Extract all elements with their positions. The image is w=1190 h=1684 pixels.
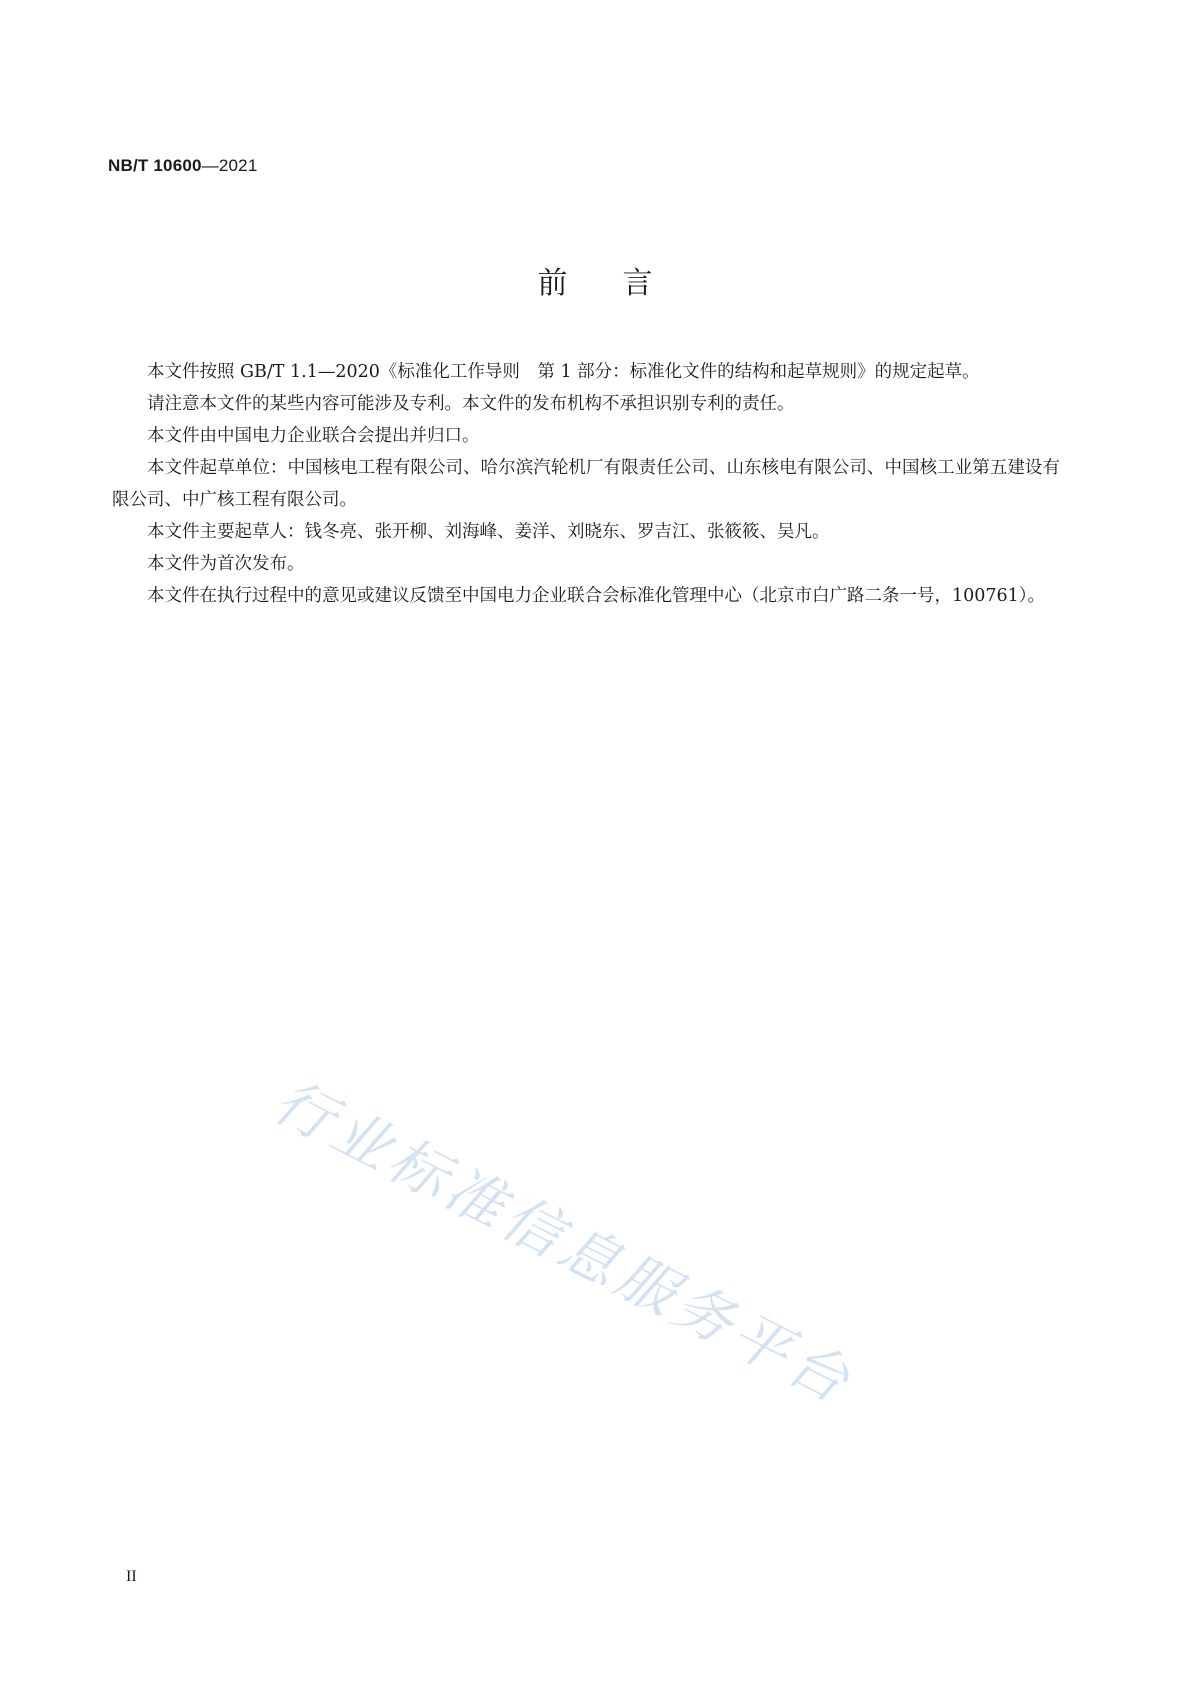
- document-code: NB/T 10600: [108, 156, 202, 175]
- paragraph-drafting-rules: 本文件按照 GB/T 1.1—2020《标准化工作导则 第 1 部分：标准化文件的结构和起草规则》的规定起草。: [147, 362, 980, 382]
- page-title: 前言: [537, 266, 708, 301]
- page-number: II: [126, 1568, 137, 1585]
- watermark: 行业标准信息服务平台: [263, 1066, 865, 1418]
- paragraph-drafting-units: 本文件起草单位：中国核电工程有限公司、哈尔滨汽轮机厂有限责任公司、山东核电有限公司、中国核工业第五建设有限公司、中广核工程有限公司。: [112, 458, 1060, 510]
- paragraph-main-drafters: 本文件主要起草人：钱冬亮、张开柳、刘海峰、姜洋、刘晓东、罗吉江、张筱筱、吴凡。: [147, 522, 830, 542]
- paragraph-first-release: 本文件为首次发布。: [147, 554, 305, 574]
- document-number: [108, 156, 258, 176]
- paragraph-proposer: 本文件由中国电力企业联合会提出并归口。: [147, 426, 480, 446]
- document-year: —2021: [201, 156, 258, 175]
- paragraph-patent-notice: 请注意本文件的某些内容可能涉及专利。本文件的发布机构不承担识别专利的责任。: [147, 394, 795, 414]
- paragraph-feedback: 本文件在执行过程中的意见或建议反馈至中国电力企业联合会标准化管理中心（北京市白广路二条一号，100761）。: [147, 586, 1046, 606]
- foreword-body: [112, 356, 1060, 612]
